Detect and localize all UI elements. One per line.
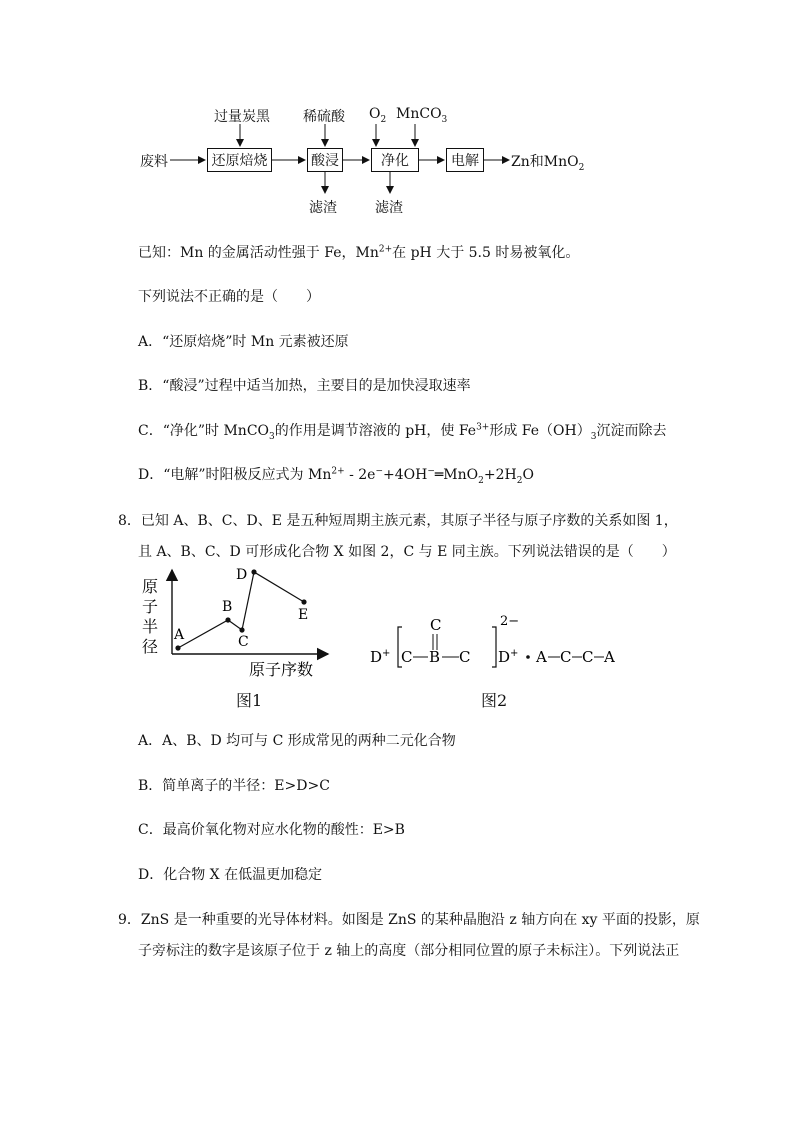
carbonate-top-atom: C bbox=[430, 616, 442, 634]
y-label-char-1: 原 bbox=[142, 577, 159, 596]
y-label-char-4: 径 bbox=[142, 637, 159, 656]
reagent-label-mnco3: MnCO$_3$ bbox=[396, 106, 448, 125]
step-box-electrolysis: 电解 bbox=[446, 148, 484, 172]
q7-option-c: C．“净化”时 MnCO$_3$的作用是调节溶液的 pH，使 $Fe^{3+}$形成 $Fe(OH)_3$沉淀而除去 bbox=[138, 422, 667, 442]
cation-d-left: D+ bbox=[370, 648, 391, 666]
residue-label-1: 滤渣 bbox=[309, 200, 337, 216]
q8-stem-line2: 且 A、B、C、D 可形成化合物 X 如图 2，C 与 E 同主族。下列说法错误的是（ ） bbox=[138, 544, 676, 560]
q7-known-condition: 已知：Mn 的金属活动性强于 Fe，$Mn^{2+}$在 pH 大于 5.5 时易被氧化。 bbox=[138, 244, 580, 261]
q9-stem-line2: 子旁标注的数字是该原子位于 z 轴上的高度（部分相同位置的原子未标注）。下列说法正 bbox=[138, 943, 680, 959]
q7-stem: 下列说法不正确的是（ ） bbox=[138, 289, 320, 305]
middle-dot bbox=[526, 655, 530, 659]
anion-charge: 2− bbox=[500, 614, 520, 629]
point-b bbox=[225, 617, 230, 622]
reagent-label-o2: $O_2$ bbox=[369, 106, 387, 125]
q9-stem-line1: 9．ZnS 是一种重要的光导体材料。如图是 ZnS 的某种晶胞沿 z 轴方向在 xy 平面的投影，原 bbox=[118, 912, 700, 928]
q8-option-d: D．化合物 X 在低温更加稳定 bbox=[138, 867, 323, 883]
y-label-char-2: 子 bbox=[142, 597, 159, 616]
figure-1-caption: 图1 bbox=[236, 691, 263, 710]
q7-option-b: B．“酸浸”过程中适当加热，主要目的是加快浸取速率 bbox=[138, 378, 471, 394]
q8-option-a: A．A、B、D 均可与 C 形成常见的两种二元化合物 bbox=[138, 733, 456, 749]
q7-option-a: A．“还原焙烧”时 Mn 元素被还原 bbox=[138, 334, 349, 350]
point-e bbox=[301, 599, 306, 604]
flowchart-arrows bbox=[0, 0, 794, 230]
point-label-a: A bbox=[174, 627, 185, 643]
figure-2-caption: 图2 bbox=[481, 691, 508, 710]
chain-atom-1: A bbox=[536, 648, 547, 666]
x-axis-label: 原子序数 bbox=[249, 660, 314, 679]
point-c bbox=[239, 627, 244, 632]
q8-option-c: C．最高价氧化物对应水化物的酸性：E>B bbox=[138, 822, 405, 838]
point-label-c: C bbox=[238, 634, 249, 650]
carbonate-right-atom: C bbox=[459, 648, 471, 666]
output-product-label: Zn和MnO$_2$ bbox=[511, 154, 585, 173]
q7-option-d: D．“电解”时阳极反应式为 $Mn^{2+}$ - $2e^-+4OH^-═MnO_2+2H_2O$ bbox=[138, 466, 534, 486]
right-bracket bbox=[492, 627, 496, 667]
figure-2-compound-x bbox=[362, 605, 622, 675]
point-label-d: D bbox=[236, 567, 248, 583]
figure-1-atomic-radius bbox=[136, 562, 336, 682]
point-label-e: E bbox=[298, 607, 309, 623]
q8-option-b: B．简单离子的半径：E>D>C bbox=[138, 778, 330, 794]
reagent-label-excess-carbon: 过量炭黑 bbox=[214, 109, 270, 125]
step-box-reduction-roast: 还原焙烧 bbox=[207, 148, 272, 172]
reagent-label-dilute-h2so4: 稀硫酸 bbox=[303, 109, 345, 125]
chain-atom-2: C bbox=[560, 648, 572, 666]
residue-label-2: 滤渣 bbox=[375, 200, 403, 216]
q8-stem-line1: 8．已知 A、B、C、D、E 是五种短周期主族元素，其原子半径与原子序数的关系如图 1， bbox=[118, 513, 678, 529]
step-box-purification: 净化 bbox=[371, 148, 419, 172]
input-waste-label: 废料 bbox=[140, 154, 168, 170]
point-d bbox=[251, 569, 256, 574]
chain-atom-4: A bbox=[604, 648, 615, 666]
step-box-acid-leach: 酸浸 bbox=[307, 148, 343, 172]
point-label-b: B bbox=[222, 599, 233, 615]
carbonate-center-atom: B bbox=[429, 648, 441, 666]
point-a bbox=[175, 645, 180, 650]
cation-d-right: D+ bbox=[498, 648, 519, 666]
carbonate-left-atom: C bbox=[401, 648, 413, 666]
y-label-char-3: 半 bbox=[142, 617, 159, 636]
chain-atom-3: C bbox=[582, 648, 594, 666]
